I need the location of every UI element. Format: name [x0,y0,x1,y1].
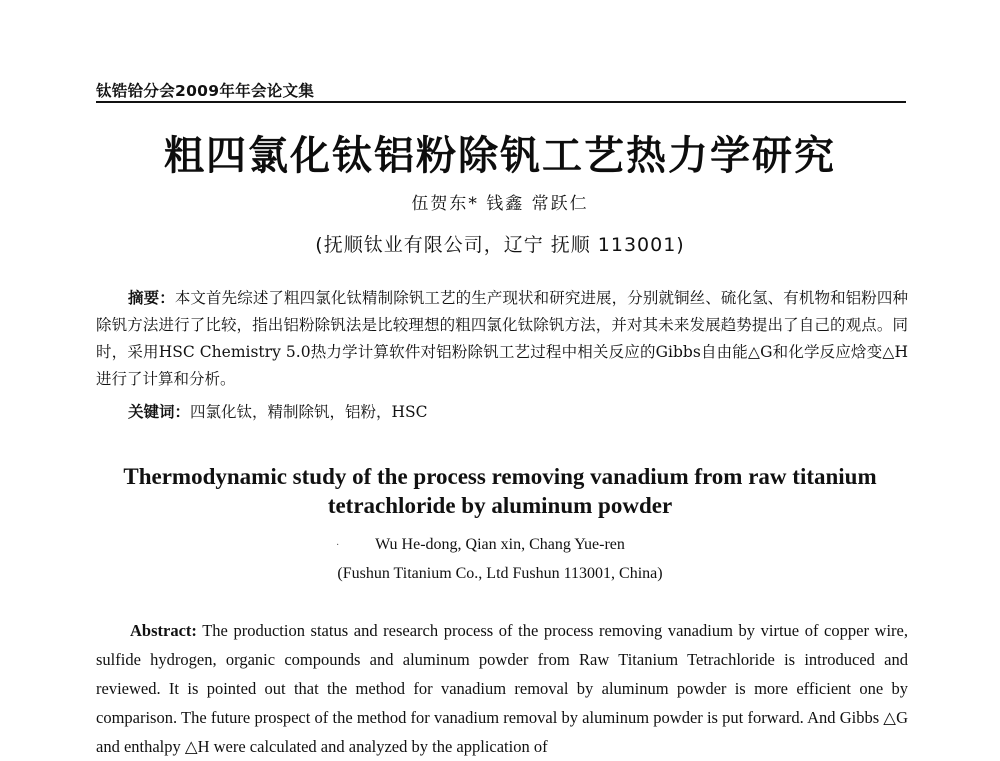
abstract-cn [96,285,908,393]
abstract-en-label: Abstract: [130,621,197,640]
authors-cn: 伍贺东* 钱鑫 常跃仁 [411,194,589,214]
abstract-en-text: The production status and research process of the process removing vanadium by virtue of copper wire, sulfide hydrogen, organic compounds and aluminum powder from Raw Titanium Tetrachloride is introduced and reviewed. It is pointed out that the method for vanadium removal by aluminum powder is more efficient one by comparison. The future prospect of the method for vanadium removal by aluminum powder is put forward. And Gibbs △G and enthalpy △H were calculated and analyzed by the application of [96,621,908,756]
header-rule [96,101,906,103]
paper-title-en: Thermodynamic study of the process removing vanadium from raw titanium tetrachloride by aluminum powder [123,464,877,518]
affiliation-cn: (抚顺钛业有限公司，辽宁 抚顺 113001) [315,234,685,256]
abstract-en [96,616,908,761]
affiliation-en: (Fushun Titanium Co., Ltd Fushun 113001, China) [337,565,663,582]
running-header: 钛锆铪分会2009年年会论文集 [96,82,315,100]
paper-title-cn: 粗四氯化钛铝粉除钒工艺热力学研究 [164,132,836,179]
stray-dot: · [336,540,340,551]
keywords-cn-label: 关键词： [128,403,191,421]
keywords-cn [128,399,908,426]
abstract-cn-label: 摘要： [128,289,175,307]
authors-en: Wu He-dong, Qian xin, Chang Yue-ren [375,536,625,553]
keywords-cn-text: 四氯化钛，精制除钒，铝粉，HSC [190,403,428,421]
abstract-cn-text: 本文首先综述了粗四氯化钛精制除钒工艺的生产现状和研究进展，分别就铜丝、硫化氢、有机物和铝粉四种除钒方法进行了比较，指出铝粉除钒法是比较理想的粗四氯化钛除钒方法，并对其未来发展趋势提出了自己的观点。同时，采用HSC Chemistry 5.0热力学计算软件对铝粉除钒工艺过程中相关反应的Gibbs自由能△G和化学反应焓变△H进行了计算和分析。 [96,289,908,388]
